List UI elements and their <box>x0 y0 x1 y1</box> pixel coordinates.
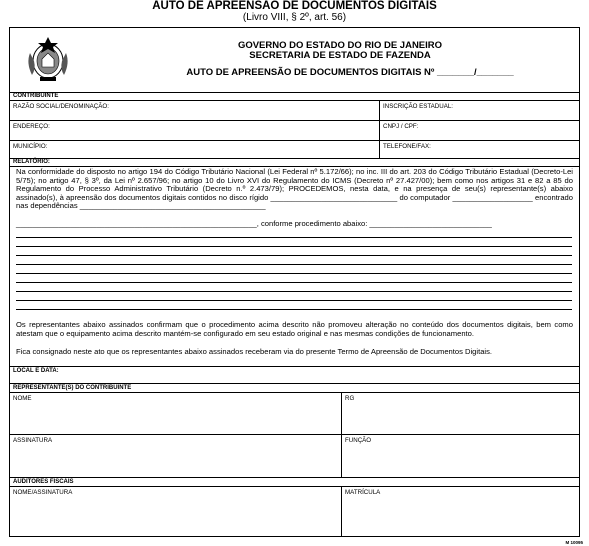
write-line[interactable] <box>16 291 572 292</box>
rg-field[interactable]: RG <box>345 395 355 402</box>
telefone-field[interactable]: TELEFONE/FAX: <box>383 143 431 150</box>
form-code: M 10095 <box>565 540 583 545</box>
representantes-label: REPRESENTANTE(S) DO CONTRIBUINTE <box>13 385 132 391</box>
write-line[interactable] <box>16 300 572 301</box>
local-data-label[interactable]: LOCAL E DATA: <box>13 368 59 374</box>
page-subtitle: (Livro VIII, § 2º, art. 56) <box>242 12 347 23</box>
relatorio-closing-1: Os representantes abaixo assinados confirmam que o procedimento acima descrito não promoveu alteração no conteúdo dos documentos digitais, bem como atestam que o equipamento acima descrito mantém-se configurado em seu estado original e nas mesmas condições de funcionamento. <box>16 320 573 338</box>
state-seal-icon <box>24 33 72 85</box>
representantes-divider <box>341 393 342 478</box>
representantes-row-2 <box>10 435 579 478</box>
auditores-divider <box>341 487 342 536</box>
form-header <box>10 28 579 93</box>
contribuinte-section-header <box>10 92 579 101</box>
secretariat-name: SECRETARIA DE ESTADO DE FAZENDA <box>249 50 431 61</box>
assinatura-field[interactable]: ASSINATURA <box>13 437 53 444</box>
contribuinte-row-3 <box>10 141 579 159</box>
auditores-section-header <box>10 478 579 487</box>
funcao-field[interactable]: FUNÇÃO <box>345 437 372 444</box>
government-name: GOVERNO DO ESTADO DO RIO DE JANEIRO <box>237 40 443 51</box>
contribuinte-row-2 <box>10 121 579 141</box>
representantes-row-1 <box>10 393 579 435</box>
local-data-section <box>10 367 579 384</box>
contribuinte-row-1 <box>10 101 579 121</box>
write-line[interactable] <box>16 264 572 265</box>
inscricao-estadual-field[interactable]: INSCRIÇÃO ESTADUAL: <box>383 103 454 110</box>
endereco-field[interactable]: ENDEREÇO: <box>13 123 50 130</box>
write-line[interactable] <box>16 309 572 310</box>
auditores-row <box>10 487 579 536</box>
nome-assinatura-field[interactable]: NOME/ASSINATURA <box>13 489 73 496</box>
write-line[interactable] <box>16 255 572 256</box>
nome-field[interactable]: NOME <box>13 395 32 402</box>
write-line[interactable] <box>16 273 572 274</box>
form <box>9 27 580 537</box>
write-line[interactable] <box>16 282 572 283</box>
relatorio-closing-2: Fica consignado neste ato que os representantes abaixo assinados receberam via do presente Termo de Apreensão de Documentos Digitais. <box>16 347 493 356</box>
relatorio-label: RELATÓRIO: <box>13 159 50 165</box>
matricula-field[interactable]: MATRÍCULA <box>345 489 381 496</box>
auditores-label: AUDITORES FISCAIS <box>13 479 74 485</box>
representantes-section-header <box>10 384 579 393</box>
contribuinte-label: CONTRIBUINTE <box>13 93 59 99</box>
auto-number-title: AUTO DE APREENSÃO DE DOCUMENTOS DIGITAIS Nº _______/_______ <box>186 67 514 78</box>
cnpj-field[interactable]: CNPJ / CPF: <box>383 123 419 130</box>
write-line[interactable] <box>16 246 572 247</box>
municipio-field[interactable]: MUNICÍPIO: <box>13 143 48 150</box>
contribuinte-divider <box>379 101 380 159</box>
page-title: AUTO DE APREENSÃO DE DOCUMENTOS DIGITAIS <box>152 0 437 12</box>
relatorio-conforme-line[interactable]: _________________________________________________________, conforme procedimento abaixo: _____________________________ <box>16 219 492 228</box>
razao-social-field[interactable]: RAZÃO SOCIAL/DENOMINAÇÃO: <box>13 103 109 110</box>
relatorio-paragraph: Na conformidade do disposto no artigo 194 do Código Tributário Nacional (Lei Federal nº 5.172/66); no inc. III do art. 203 do Código Tributário Estadual (Decreto-Lei 5/75); no artigo 47, § 3º, da Lei nº 2.657/96; no artigo 10 do Livro XVI do Regulamento do ICMS (Decreto nº 27.427/00); bem como nos artigos 31 e 82 a 85 do Regulamento do Processo Administrativo Tributário (Decreto n.º 2.473/79); PROCEDEMOS, nesta data, e na presença de seu(s) representante(s) abaixo assinado(s), à apreensão dos documentos digitais contidos no disco rígido ______________________________ do computador ___________________ encontrado nas dependências ____________________________________________ <box>16 167 573 211</box>
write-line[interactable] <box>16 237 572 238</box>
